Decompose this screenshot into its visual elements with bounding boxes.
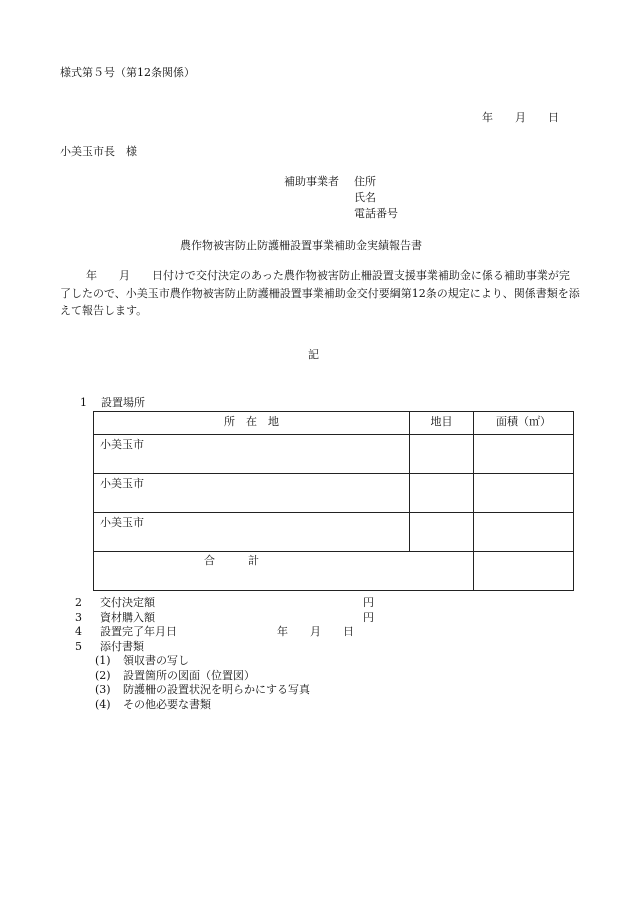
applicant-phone: 電話番号: [354, 207, 398, 220]
attachment-label: その他必要な書類: [123, 697, 211, 711]
cell-area: [474, 513, 574, 552]
applicant-label: 補助事業者: [284, 175, 339, 188]
document-title: 農作物被害防止防護柵設置事業補助金実績報告書: [180, 239, 422, 252]
item-label: 交付決定額: [100, 596, 155, 609]
item-num: 5: [75, 639, 82, 653]
col-header-address: 所 在 地: [94, 412, 410, 435]
ki-mark: 記: [308, 348, 319, 361]
attachment-item: [75, 669, 310, 684]
attachment-item: [75, 654, 310, 669]
attachment-item: [75, 698, 310, 713]
attachment-num: (1): [95, 654, 111, 667]
table-row: [94, 435, 574, 474]
item-label: 設置完了年月日: [100, 625, 177, 638]
applicant-address: 住所: [354, 175, 376, 188]
attachment-num: (2): [95, 668, 111, 682]
attachment-label: 設置箇所の図面（位置図）: [123, 668, 255, 682]
cell-address: 小美玉市: [94, 474, 410, 513]
item-value: 円: [363, 610, 374, 624]
attachment-num: (3): [95, 683, 111, 696]
list-item: [75, 640, 310, 655]
addressee: 小美玉市長 様: [60, 145, 137, 158]
total-label: 合 計: [94, 552, 474, 591]
section1-num: 1: [80, 396, 87, 409]
items-list: [75, 596, 374, 712]
attachment-item: [75, 683, 310, 698]
table-total-row: [94, 552, 574, 591]
date-line: 年 月 日: [482, 111, 559, 124]
cell-address: 小美玉市: [94, 513, 410, 552]
item-label: 添付書類: [100, 639, 144, 653]
cell-area: [474, 435, 574, 474]
cell-land: [410, 435, 474, 474]
applicant-name: 氏名: [354, 191, 376, 204]
item-num: 2: [75, 596, 82, 609]
list-item: [75, 596, 374, 611]
item-value: 円: [363, 596, 374, 609]
attachment-label: 防護柵の設置状況を明らかにする写真: [123, 683, 310, 696]
item-num: 3: [75, 610, 82, 624]
col-header-land: 地目: [410, 412, 474, 435]
item-label: 資材購入額: [100, 610, 155, 624]
site-table: [93, 411, 574, 591]
cell-land: [410, 513, 474, 552]
form-id: 様式第５号（第12条関係）: [60, 66, 195, 79]
item-num: 4: [75, 625, 82, 638]
total-value: [474, 552, 574, 591]
cell-land: [410, 474, 474, 513]
body-paragraph: 年 月 日付けで交付決定のあった農作物被害防止柵設置支援事業補助金に係る補助事業が完了したので、小美玉市農作物被害防止防護柵設置事業補助金交付要綱第12条の規定により、関係書類を添えて報告します。: [60, 269, 580, 317]
table-header-row: [94, 412, 574, 435]
cell-area: [474, 474, 574, 513]
table-row: [94, 513, 574, 552]
item-value: 年 月 日: [277, 625, 354, 638]
section1-heading: [80, 396, 145, 411]
table-row: [94, 474, 574, 513]
list-item: [75, 610, 374, 626]
attachment-label: 領収書の写し: [123, 654, 189, 667]
cell-address: 小美玉市: [94, 435, 410, 474]
attachment-num: (4): [95, 697, 111, 711]
section1-label: 設置場所: [101, 396, 145, 409]
col-header-area: 面積（㎡）: [474, 412, 574, 435]
list-item: [75, 625, 354, 640]
